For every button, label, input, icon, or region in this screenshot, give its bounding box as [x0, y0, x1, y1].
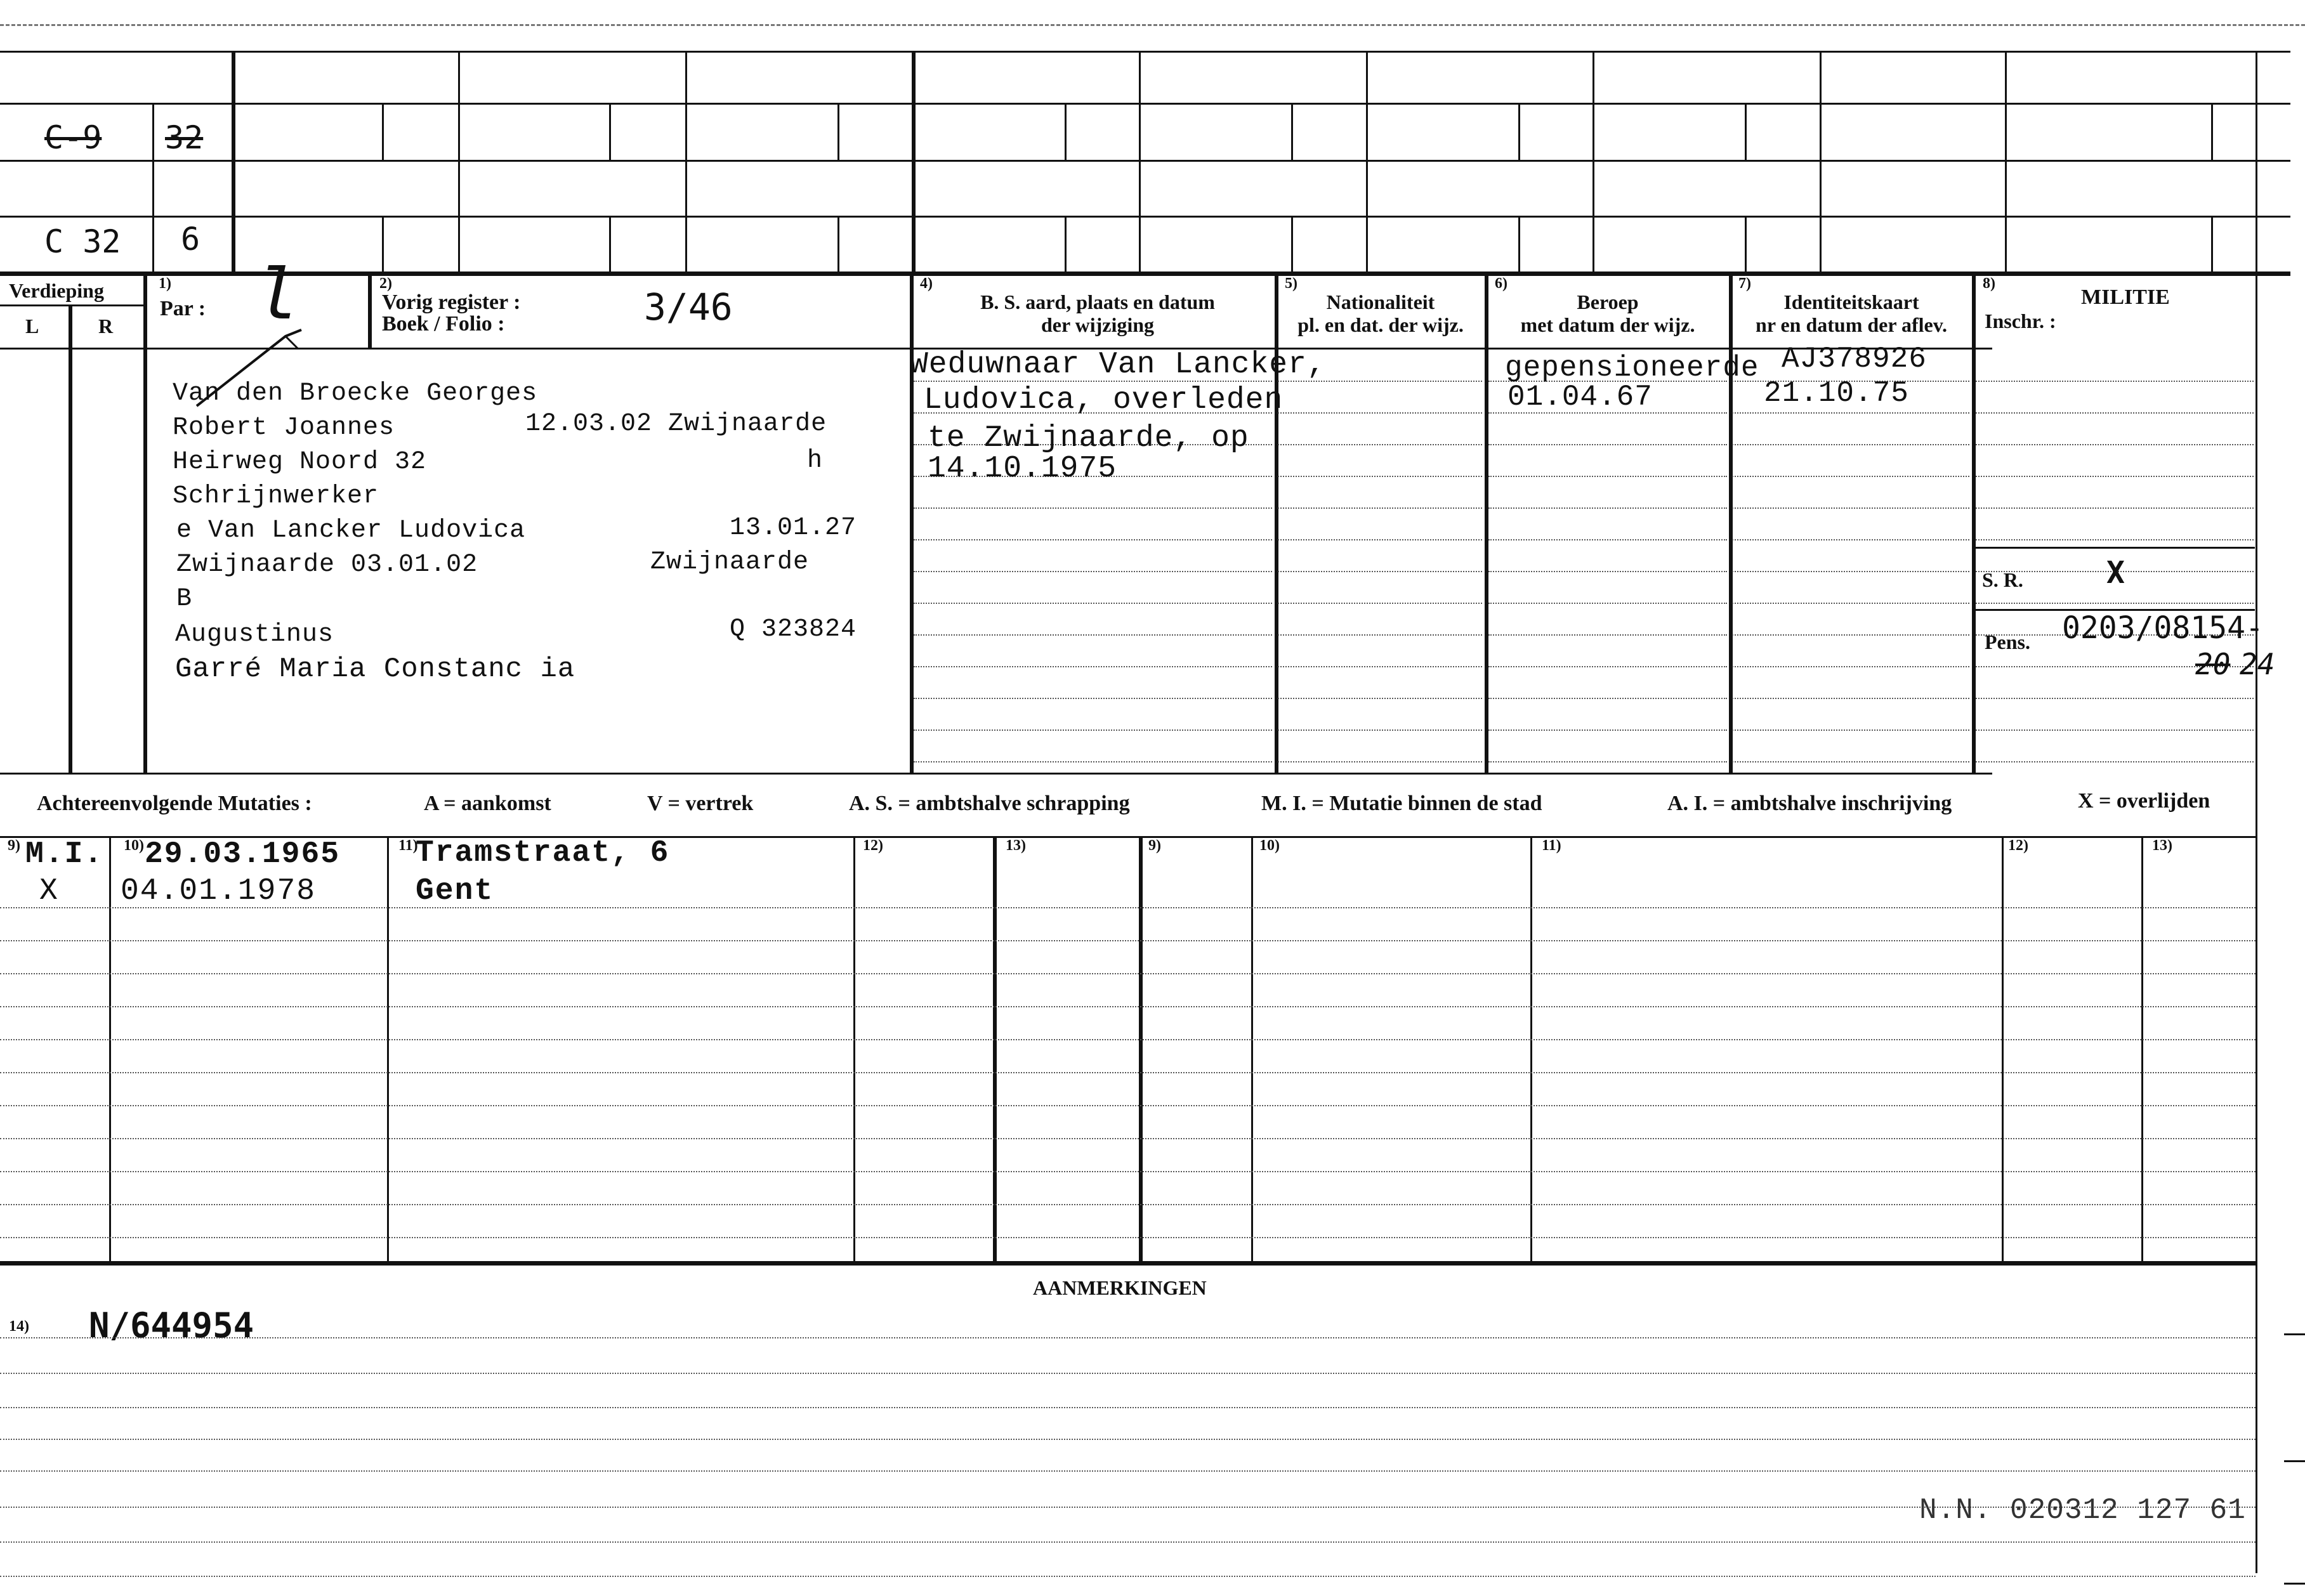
mutation-row2-date: 04.01.1978 — [121, 874, 317, 908]
grid-line — [1745, 103, 1747, 160]
dotted-rule — [1976, 412, 2254, 414]
legend-title: Achtereenvolgende Mutaties : — [37, 792, 312, 815]
field-number-5: 5) — [1285, 275, 1297, 292]
dotted-rule — [1976, 698, 2254, 699]
dotted-rule — [1976, 603, 2254, 604]
inschr-label: Inschr. : — [1985, 310, 2056, 332]
old-register-code: C-9 — [44, 119, 102, 156]
dotted-rule — [1488, 698, 1727, 699]
dotted-rule — [914, 539, 1272, 540]
mutation-column-number: 9) — [8, 837, 20, 854]
dotted-rule — [1732, 571, 1969, 572]
grid-line — [2211, 103, 2213, 160]
dotted-rule — [1488, 666, 1727, 667]
grid-line — [1820, 51, 1822, 271]
dotted-rule — [914, 507, 1272, 509]
spouse-birth-date: 13.01.27 — [730, 514, 857, 542]
grid-line — [609, 216, 611, 271]
bs-entry-line2: Ludovica, overleden — [924, 383, 1284, 417]
nat-header-line1: Nationaliteit — [1326, 291, 1435, 313]
grid-line — [837, 216, 839, 271]
dotted-rule — [1278, 507, 1482, 509]
dotted-rule — [1278, 412, 1482, 414]
id-header-line1: Identiteitskaart — [1783, 291, 1919, 313]
grid-line — [1065, 216, 1067, 271]
marriage-line: Zwijnaarde 03.01.02 — [176, 551, 478, 579]
grid-line — [1518, 103, 1520, 160]
dotted-rule — [1976, 381, 2254, 382]
mutation-column-number: 10) — [1259, 837, 1280, 854]
dotted-rule — [1278, 444, 1482, 445]
dotted-rule — [914, 634, 1272, 636]
grid-line — [1366, 51, 1368, 271]
par-mark: l — [257, 254, 299, 335]
pension-number: 0203/08154- — [2062, 610, 2264, 646]
spouse-line: e Van Lancker Ludovica — [176, 516, 526, 545]
legend-vertrek: V = vertrek — [647, 792, 754, 815]
dotted-rule — [1732, 761, 1969, 762]
dotted-rule — [1976, 761, 2254, 762]
dotted-rule — [1278, 603, 1482, 604]
dotted-rule — [1732, 539, 1969, 540]
bs-entry-line1: Weduwnaar Van Lancker, — [910, 348, 1326, 382]
register-number: 6 — [181, 221, 200, 258]
grid-line — [1065, 103, 1067, 160]
grid-line — [837, 103, 839, 160]
national-number: N.N. 020312 127 61 — [1919, 1494, 2246, 1527]
grid-line — [2211, 216, 2213, 271]
grid-line — [0, 271, 2290, 276]
legend-aankomst: A = aankomst — [424, 792, 551, 815]
dotted-rule — [1488, 761, 1727, 762]
mutation-column-line — [2002, 836, 2004, 1261]
dotted-rule — [1732, 634, 1969, 636]
mutation-column-number: 12) — [2008, 837, 2028, 854]
grid-line — [458, 51, 460, 271]
card-right-edge — [2256, 51, 2257, 1573]
mutation-column-line — [2141, 836, 2143, 1261]
sr-value: X — [2106, 555, 2125, 591]
dotted-rule — [1976, 539, 2254, 540]
column-line — [368, 271, 372, 348]
grid-line — [609, 103, 611, 160]
verdieping-label: Verdieping — [9, 279, 104, 302]
field-number-6: 6) — [1495, 275, 1507, 292]
household-mark: h — [807, 447, 824, 475]
remarks-value: N/644954 — [89, 1305, 254, 1345]
remarks-rule — [0, 1407, 2256, 1408]
mutation-column-number: 11) — [1542, 837, 1561, 854]
id-card-date: 21.10.75 — [1764, 377, 1909, 410]
dotted-rule — [1976, 729, 2254, 731]
grid-line — [1592, 51, 1594, 271]
remarks-rule — [0, 1439, 2256, 1440]
pens-label: Pens. — [1985, 631, 2030, 653]
old-register-number: 32 — [165, 119, 204, 156]
dotted-rule — [914, 698, 1272, 699]
mother-name: Garré Maria Constanc ia — [175, 653, 575, 685]
grid-line — [2005, 51, 2007, 271]
dotted-rule — [1732, 412, 1969, 414]
previous-register-value: 3/46 — [644, 285, 733, 329]
remarks-rule — [0, 1576, 2256, 1577]
floor-r-label: R — [98, 315, 114, 337]
mutation-column-line — [387, 836, 389, 1261]
id-code: Q 323824 — [730, 615, 857, 644]
dotted-rule — [1732, 729, 1969, 731]
mutation-column-line — [1251, 836, 1253, 1261]
verdieping-divider — [0, 304, 145, 306]
grid-line — [1745, 216, 1747, 271]
remarks-rule — [0, 1373, 2256, 1374]
mutation-column-line — [853, 836, 855, 1261]
dotted-rule — [1488, 571, 1727, 572]
dotted-rule — [914, 603, 1272, 604]
legend-inschrijving: A. I. = ambtshalve inschrijving — [1667, 792, 1952, 815]
mutation-row2-address: Gent — [416, 874, 494, 908]
mutation-row-rule — [0, 1138, 2256, 1139]
field-number-4: 4) — [920, 275, 933, 292]
grid-line — [1139, 51, 1141, 271]
mutation-column-number: 11) — [398, 837, 418, 854]
address-line: Heirweg Noord 32 — [173, 448, 427, 476]
mutation-row1-type: M.I. — [25, 837, 104, 872]
remarks-title: AANMERKINGEN — [1033, 1276, 1207, 1299]
militie-rule — [1974, 547, 2255, 549]
id-card-number: AJ378926 — [1782, 343, 1927, 376]
boek-folio-label: Boek / Folio : — [382, 312, 505, 336]
mutation-row1-address: Tramstraat, 6 — [416, 836, 670, 870]
mutation-column-number: 10) — [124, 837, 144, 854]
father-name: Augustinus — [175, 620, 334, 649]
field-number-8: 8) — [1983, 275, 1995, 292]
dotted-rule — [1488, 476, 1727, 477]
beroep-header-line1: Beroep — [1577, 291, 1639, 313]
mutation-row-rule — [0, 1105, 2256, 1106]
mutation-row-rule — [0, 1171, 2256, 1172]
nat-header-line2: pl. en dat. der wijz. — [1297, 313, 1464, 336]
grid-line — [1291, 103, 1293, 160]
dotted-rule — [1732, 603, 1969, 604]
edge-tick — [2284, 1333, 2305, 1335]
bs-header — [920, 291, 1275, 336]
nationaliteit-header — [1277, 291, 1485, 336]
status-letter: B — [176, 585, 193, 613]
field-number-14: 14) — [9, 1318, 29, 1335]
dotted-rule — [1976, 507, 2254, 509]
mutation-row-rule — [0, 907, 2256, 908]
marriage-place: Zwijnaarde — [650, 548, 810, 577]
mutation-row-rule — [0, 1237, 2256, 1238]
person-name-line2: Robert Joannes — [173, 414, 395, 442]
dotted-rule — [1488, 539, 1727, 540]
dotted-rule — [1278, 634, 1482, 636]
scan-edge — [0, 24, 2305, 26]
mutation-bottom-line — [0, 1261, 2256, 1266]
field-number-2: 2) — [379, 275, 392, 292]
grid-line — [912, 51, 916, 271]
register-code: C 32 — [44, 223, 121, 260]
bs-header-line2: der wijziging — [1041, 313, 1155, 336]
edge-tick — [2284, 1460, 2305, 1462]
dotted-rule — [1278, 761, 1482, 762]
mutation-column-number: 12) — [863, 837, 883, 854]
par-label: Par : — [160, 297, 206, 320]
mutation-row2-type: X — [39, 874, 59, 908]
legend-mutatie: M. I. = Mutatie binnen de stad — [1261, 792, 1542, 815]
mutation-column-line — [109, 836, 111, 1261]
edge-tick — [2284, 1583, 2305, 1585]
floor-l-label: L — [25, 315, 39, 337]
dotted-rule — [1488, 634, 1727, 636]
dotted-rule — [1732, 444, 1969, 445]
beroep-entry-line1: gepensioneerde — [1505, 351, 1759, 384]
dotted-rule — [1732, 507, 1969, 509]
dotted-rule — [914, 761, 1272, 762]
remarks-rule — [0, 1507, 2256, 1508]
beroep-entry-line2: 01.04.67 — [1507, 381, 1653, 414]
legend-overlijden: X = overlijden — [2078, 789, 2210, 813]
dotted-rule — [1732, 476, 1969, 477]
mutation-row-rule — [0, 940, 2256, 941]
mutation-row-rule — [0, 1204, 2256, 1205]
dotted-rule — [1278, 698, 1482, 699]
mutation-row1-date: 29.03.1965 — [145, 837, 341, 872]
legend-schrapping: A. S. = ambtshalve schrapping — [849, 792, 1130, 815]
floor-divider — [69, 304, 72, 774]
person-name-line1: Van den Broecke Georges — [173, 379, 538, 408]
mutation-row-rule — [0, 1039, 2256, 1040]
dotted-rule — [1488, 729, 1727, 731]
dotted-rule — [1278, 666, 1482, 667]
vorig-register-label: Vorig register : — [382, 291, 521, 314]
dotted-rule — [1278, 571, 1482, 572]
grid-line — [0, 160, 2290, 162]
grid-line — [382, 216, 384, 271]
sr-label: S. R. — [1982, 568, 2023, 591]
dotted-rule — [1488, 507, 1727, 509]
beroep-header-line2: met datum der wijz. — [1520, 313, 1695, 336]
body-bottom-line — [0, 773, 1992, 775]
dotted-rule — [1976, 444, 2254, 445]
mutation-column-line — [1139, 836, 1143, 1261]
field-number-7: 7) — [1738, 275, 1751, 292]
pension-struck-digits: 20 — [2195, 647, 2231, 681]
remarks-rule — [0, 1541, 2256, 1543]
militie-label: MILITIE — [2081, 285, 2170, 309]
beroep-header — [1488, 291, 1728, 336]
grid-line — [1518, 216, 1520, 271]
dotted-rule — [1278, 729, 1482, 731]
bs-entry-line3: te Zwijnaarde, op — [928, 421, 1249, 455]
dotted-rule — [1732, 666, 1969, 667]
field-number-1: 1) — [159, 275, 171, 292]
grid-line — [1291, 216, 1293, 271]
remarks-rule — [0, 1470, 2256, 1472]
dotted-rule — [914, 666, 1272, 667]
identiteitskaart-header — [1731, 291, 1972, 336]
dotted-rule — [1488, 444, 1727, 445]
column-line — [143, 271, 147, 774]
grid-line — [685, 51, 687, 271]
mutation-column-number: 13) — [1006, 837, 1026, 854]
grid-line — [0, 216, 2290, 218]
grid-line — [232, 51, 235, 271]
id-header-line2: nr en datum der aflev. — [1756, 313, 1947, 336]
mutation-column-number: 9) — [1148, 837, 1161, 854]
bs-entry-line4: 14.10.1975 — [928, 452, 1117, 486]
dotted-rule — [1278, 476, 1482, 477]
dotted-rule — [914, 729, 1272, 731]
dotted-rule — [1732, 698, 1969, 699]
grid-line — [0, 51, 2290, 53]
mutation-column-line — [993, 836, 997, 1261]
mutation-column-line — [1530, 836, 1532, 1261]
birth-date-place: 12.03.02 Zwijnaarde — [525, 410, 827, 438]
dotted-rule — [1976, 476, 2254, 477]
grid-line — [382, 103, 384, 160]
mutation-row-rule — [0, 973, 2256, 974]
grid-line — [0, 103, 2290, 105]
bs-header-line1: B. S. aard, plaats en datum — [980, 291, 1215, 313]
mutation-column-number: 13) — [2152, 837, 2172, 854]
dotted-rule — [1488, 603, 1727, 604]
occupation-line: Schrijnwerker — [173, 482, 379, 511]
mutation-row-rule — [0, 1072, 2256, 1073]
dotted-rule — [914, 571, 1272, 572]
grid-line — [152, 103, 154, 271]
dotted-rule — [1278, 539, 1482, 540]
pension-suffix: 24 — [2240, 647, 2275, 681]
mutation-row-rule — [0, 1006, 2256, 1007]
remarks-rule — [0, 1337, 2256, 1338]
